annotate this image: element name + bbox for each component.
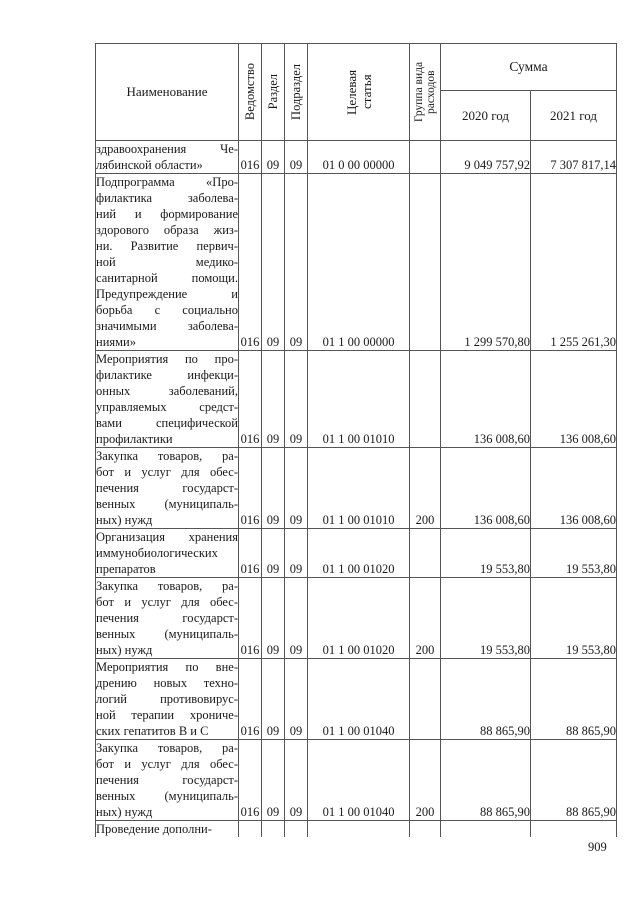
header-tselevaya-label: Целевая статья xyxy=(343,69,374,115)
row-name-line: иммунобиологических xyxy=(96,546,218,560)
row-tselevaya xyxy=(308,821,410,838)
row-name-line: филактике инфекци- xyxy=(96,368,238,382)
row-podrazdel: 09 xyxy=(285,740,308,821)
row-sum-2020 xyxy=(441,821,531,838)
row-vedomstvo: 016 xyxy=(239,141,262,174)
header-podrazdel xyxy=(285,44,308,141)
row-name-line: значимыми заболева- xyxy=(96,319,238,333)
row-razdel: 09 xyxy=(262,174,285,351)
row-name-line: санитарной помощи. xyxy=(96,271,238,285)
table-row xyxy=(96,821,617,838)
header-year-2020: 2020 год xyxy=(441,91,531,141)
row-sum-2021: 7 307 817,14 xyxy=(531,141,617,174)
row-razdel: 09 xyxy=(262,740,285,821)
row-podrazdel xyxy=(285,821,308,838)
row-name-line: ни. Развитие первич- xyxy=(96,239,238,253)
row-name-line: Организация хранения xyxy=(96,530,238,544)
row-podrazdel: 09 xyxy=(285,448,308,529)
table-row xyxy=(96,351,617,448)
header-vedomstvo xyxy=(239,44,262,141)
header-vedomstvo-label: Ведомство xyxy=(242,63,257,121)
row-podrazdel: 09 xyxy=(285,174,308,351)
table-row xyxy=(96,174,617,351)
row-sum-2020: 19 553,80 xyxy=(441,578,531,659)
header-summa: Сумма xyxy=(441,44,617,91)
row-name-line: печения государст- xyxy=(96,611,238,625)
row-name-line: логий противовирус- xyxy=(96,692,238,706)
row-name-line: Проведение дополни- xyxy=(96,822,212,836)
row-sum-2020: 88 865,90 xyxy=(441,659,531,740)
row-name-line: ских гепатитов В и С xyxy=(96,724,209,738)
row-name xyxy=(96,821,239,838)
row-name-line: управляемых средст- xyxy=(96,400,238,414)
row-gruppa: 200 xyxy=(410,448,441,529)
row-razdel: 09 xyxy=(262,578,285,659)
row-name-line: профилактики xyxy=(96,432,173,446)
row-tselevaya: 01 1 00 00000 xyxy=(308,174,410,351)
row-vedomstvo: 016 xyxy=(239,351,262,448)
table-row xyxy=(96,529,617,578)
table-row xyxy=(96,578,617,659)
row-name-line: Подпрограмма «Про- xyxy=(96,175,238,189)
row-sum-2021: 136 008,60 xyxy=(531,448,617,529)
row-tselevaya: 01 1 00 01010 xyxy=(308,448,410,529)
row-name-line: борьба с социально xyxy=(96,303,238,317)
row-podrazdel: 09 xyxy=(285,578,308,659)
row-name xyxy=(96,448,239,529)
row-name-line: Предупреждение и xyxy=(96,287,238,301)
row-podrazdel: 09 xyxy=(285,351,308,448)
row-name xyxy=(96,351,239,448)
row-name-line: лябинской области» xyxy=(96,158,203,172)
row-sum-2021: 19 553,80 xyxy=(531,578,617,659)
row-gruppa xyxy=(410,174,441,351)
row-tselevaya: 01 1 00 01040 xyxy=(308,659,410,740)
row-razdel: 09 xyxy=(262,529,285,578)
table-body xyxy=(96,141,617,838)
table-row xyxy=(96,448,617,529)
row-name-line: Закупка товаров, ра- xyxy=(96,741,238,755)
row-name-line: препаратов xyxy=(96,562,156,576)
row-name-line: венных (муниципаль- xyxy=(96,789,238,803)
page-number: 909 xyxy=(588,840,607,854)
row-razdel xyxy=(262,821,285,838)
row-name-line: венных (муниципаль- xyxy=(96,497,238,511)
row-name-line: Мероприятия по вне- xyxy=(96,660,238,674)
row-tselevaya: 01 1 00 01040 xyxy=(308,740,410,821)
row-gruppa xyxy=(410,141,441,174)
row-podrazdel: 09 xyxy=(285,659,308,740)
row-name-line: вами специфической xyxy=(96,416,238,430)
row-vedomstvo: 016 xyxy=(239,448,262,529)
table-header xyxy=(96,44,617,141)
row-name-line: дрению новых техно- xyxy=(96,676,238,690)
row-gruppa: 200 xyxy=(410,578,441,659)
table-row xyxy=(96,141,617,174)
header-tselevaya xyxy=(308,44,410,141)
row-name-line: ной терапии хрониче- xyxy=(96,708,238,722)
row-name-line: печения государст- xyxy=(96,773,238,787)
row-sum-2020: 136 008,60 xyxy=(441,351,531,448)
row-name-line: ных) нужд xyxy=(96,643,153,657)
row-sum-2020: 9 049 757,92 xyxy=(441,141,531,174)
row-gruppa: 200 xyxy=(410,740,441,821)
row-tselevaya: 01 1 00 01020 xyxy=(308,529,410,578)
row-vedomstvo xyxy=(239,821,262,838)
row-gruppa xyxy=(410,529,441,578)
header-razdel xyxy=(262,44,285,141)
row-name-line: Мероприятия по про- xyxy=(96,352,238,366)
row-sum-2020: 88 865,90 xyxy=(441,740,531,821)
row-name xyxy=(96,174,239,351)
header-gruppa xyxy=(410,44,441,141)
row-name-line: бот и услуг для обес- xyxy=(96,465,238,479)
row-vedomstvo: 016 xyxy=(239,529,262,578)
header-gruppa-label: Группа вида расходов xyxy=(413,61,437,123)
row-name xyxy=(96,740,239,821)
row-gruppa xyxy=(410,821,441,838)
row-sum-2020: 136 008,60 xyxy=(441,448,531,529)
row-vedomstvo: 016 xyxy=(239,659,262,740)
row-sum-2021 xyxy=(531,821,617,838)
row-name-line: филактика заболева- xyxy=(96,191,238,205)
row-name-line: бот и услуг для обес- xyxy=(96,595,238,609)
row-name xyxy=(96,141,239,174)
table-row xyxy=(96,659,617,740)
row-sum-2021: 1 255 261,30 xyxy=(531,174,617,351)
row-name xyxy=(96,529,239,578)
row-sum-2021: 88 865,90 xyxy=(531,740,617,821)
row-name-line: венных (муниципаль- xyxy=(96,627,238,641)
row-vedomstvo: 016 xyxy=(239,174,262,351)
row-name-line: здорового образа жиз- xyxy=(96,223,238,237)
row-sum-2021: 136 008,60 xyxy=(531,351,617,448)
row-name-line: онных заболеваний, xyxy=(96,384,238,398)
row-vedomstvo: 016 xyxy=(239,740,262,821)
row-name xyxy=(96,578,239,659)
header-razdel-label: Раздел xyxy=(265,74,280,110)
row-name xyxy=(96,659,239,740)
header-podrazdel-label: Подраздел xyxy=(288,64,303,120)
row-razdel: 09 xyxy=(262,659,285,740)
row-gruppa xyxy=(410,659,441,740)
row-sum-2020: 19 553,80 xyxy=(441,529,531,578)
table-row xyxy=(96,740,617,821)
row-name-line: Закупка товаров, ра- xyxy=(96,579,238,593)
row-razdel: 09 xyxy=(262,351,285,448)
row-tselevaya: 01 1 00 01020 xyxy=(308,578,410,659)
row-name-line: здравоохранения Че- xyxy=(96,142,238,156)
row-tselevaya: 01 0 00 00000 xyxy=(308,141,410,174)
row-gruppa xyxy=(410,351,441,448)
row-name-line: ных) нужд xyxy=(96,805,153,819)
row-sum-2020: 1 299 570,80 xyxy=(441,174,531,351)
row-tselevaya: 01 1 00 01010 xyxy=(308,351,410,448)
row-name-line: бот и услуг для обес- xyxy=(96,757,238,771)
row-name-line: Закупка товаров, ра- xyxy=(96,449,238,463)
row-podrazdel: 09 xyxy=(285,529,308,578)
header-year-2021: 2021 год xyxy=(531,91,617,141)
row-sum-2021: 88 865,90 xyxy=(531,659,617,740)
row-name-line: ных) нужд xyxy=(96,513,153,527)
budget-table xyxy=(95,43,617,837)
row-sum-2021: 19 553,80 xyxy=(531,529,617,578)
row-name-line: ной медико- xyxy=(96,255,238,269)
row-vedomstvo: 016 xyxy=(239,578,262,659)
row-razdel: 09 xyxy=(262,448,285,529)
row-razdel: 09 xyxy=(262,141,285,174)
row-podrazdel: 09 xyxy=(285,141,308,174)
row-name-line: ниями» xyxy=(96,335,136,349)
row-name-line: печения государст- xyxy=(96,481,238,495)
row-name-line: ний и формирование xyxy=(96,207,238,221)
header-name: Наименование xyxy=(96,44,239,141)
